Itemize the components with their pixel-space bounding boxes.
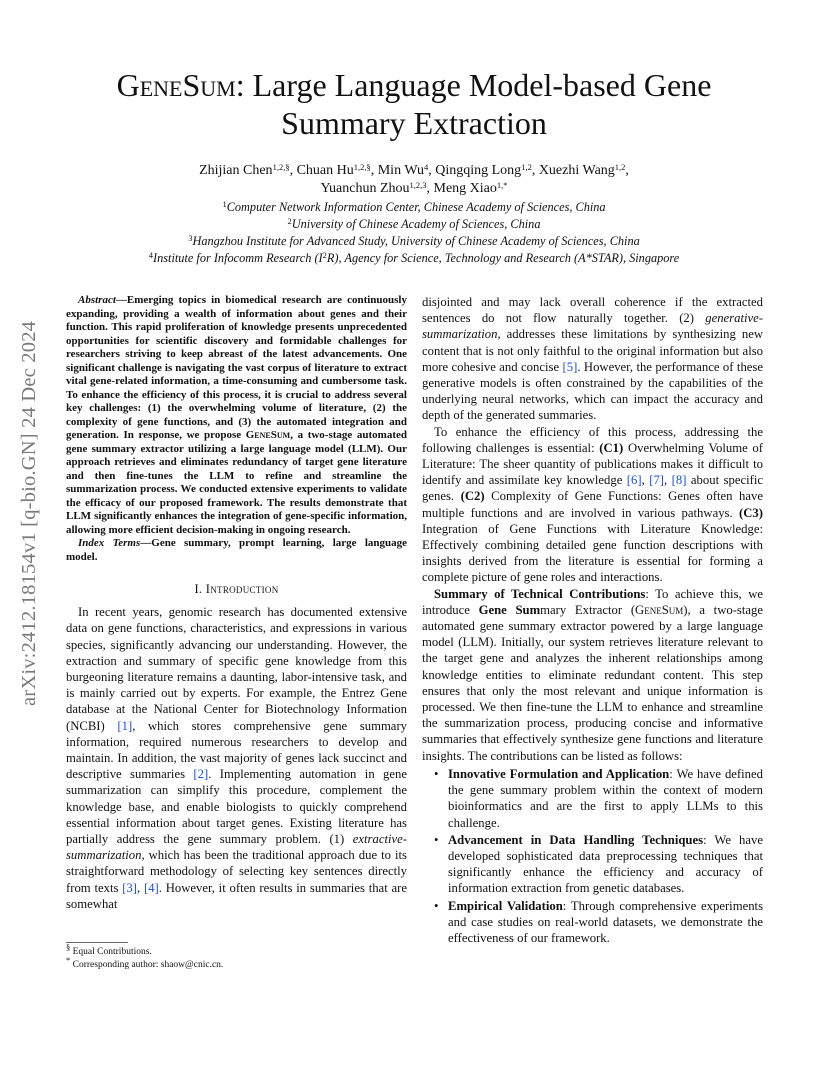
section-heading-introduction: I. Introduction xyxy=(194,582,279,596)
title-name-sum: Sum xyxy=(182,67,236,103)
emphasis-term: extractive-summarization xyxy=(66,832,407,863)
body-text: Complexity of Gene Functions: Genes often have multiple functions and are involved in various pathways. xyxy=(422,489,763,520)
contribution-text: : We have developed sophisticated data preprocessing techniques that significantly enhance the efficiency and accuracy of information extraction from genetic databases. xyxy=(448,832,763,896)
author-line-1: Zhijian Chen$^{1,2,\S}$, Chuan $Hu^{1,2,\S}$, Min Wu$^4$, Qingqing Long$^{1,2}$, Xuezhi Wang$^{1,2}$, xyxy=(199,162,629,178)
footnote-text: Equal Contributions. xyxy=(72,947,152,957)
title-line2: Summary Extraction xyxy=(281,105,547,141)
body-text: about specific genes. xyxy=(422,473,764,504)
body-text: To enhance the efficiency of this process, addressing the following challenges is essential: xyxy=(422,424,763,455)
footnote-mark: * xyxy=(66,954,71,965)
abstract xyxy=(66,294,407,537)
author-affil-sup: 1,2,3 xyxy=(409,180,427,190)
contribution-list xyxy=(422,766,763,946)
affiliation xyxy=(80,199,748,216)
citation-link[interactable]: [4] xyxy=(143,880,159,895)
body-text: Integration of Gene Functions with Literature Knowledge: Effectively combining detailed gene function descriptions with insights derived from the literature is essential for forming a complete picture of gene roles and interactions. xyxy=(422,521,763,585)
emphasis-term: generative-summarization xyxy=(422,311,763,342)
abstract-method-name: GeneSum xyxy=(245,429,291,441)
author-list xyxy=(80,162,748,198)
author-name: Yuanchun Zhou xyxy=(320,181,410,196)
author-affil-sup: 1,2,§ xyxy=(272,162,290,172)
affil-text: Institute for Infocomm Research (I xyxy=(153,251,323,265)
body-text: , xyxy=(664,473,672,488)
affil-text: Computer Network Information Center, Chinese Academy of Sciences, China xyxy=(226,200,606,214)
body-text: . However, the performance of these generative models is often constrained by the capabilities of the underlying neural networks, which can impact the accuracy and depth of the generated summaries. xyxy=(422,359,763,423)
footnotes xyxy=(66,942,407,971)
challenge-label: (C1) xyxy=(599,440,624,455)
affil-text: Hangzhou Institute for Advanced Study, University of Chinese Academy of Sciences, China xyxy=(192,234,640,248)
citation-link[interactable]: [2] xyxy=(193,767,209,782)
abstract-text: , a two-stage automated gene summary extractor utilizing a large language model (LLM). Our approach retrieves and eliminates redundancy of target gene literature and then fine-tunes the LLM to refine and streamline the summarization process. We conducted extensive experiments to validate the efficacy of our proposed framework. The results demonstrate that LLM significantly enhances the integration of gene-specific information, allowing more efficient decision-making in ongoing research. xyxy=(66,429,408,536)
affiliation xyxy=(80,250,748,267)
challenge-label: (C2) xyxy=(460,489,485,504)
left-column xyxy=(66,294,407,912)
citation-link[interactable]: [8] xyxy=(671,473,687,488)
body-text: . Implementing automation in gene summarization can simplify this procedure, complement the knowledge base, and enable biologists to quickly comprehend essential information about target genes. Existing literature has partially address the gene summary problem. (1) xyxy=(66,767,407,847)
author-name: Meng Xiao xyxy=(433,181,497,196)
citation-link[interactable]: [6] xyxy=(626,473,642,488)
footnote xyxy=(66,954,407,972)
abstract-text: —Emerging topics in biomedical research are continuously expanding, providing a wealth of information about genes and their function. This rapid proliferation of knowledge presents unprecedented opportunities for scientific discovery and formidable challenges for researchers striving to keep abreast of the latest advancements. One significant challenge is navigating the vast corpus of literature to extract vital gene-related information, a time-consuming and cumbersome task. To enhance the efficiency of this process, it is crucial to address several key challenges: (1) the overwhelming volume of literature, (2) the complexity of gene functions, and (3) the automated integration and generation. In response, we propose xyxy=(66,294,407,441)
citation-link[interactable]: [3] xyxy=(122,880,137,895)
footnote-rule xyxy=(66,942,128,943)
method-name: GeneSum xyxy=(635,602,684,617)
affil-num: 3 xyxy=(188,233,193,243)
body-text: disjointed and may lack overall coherence if the extracted sentences do not flow naturally together. (2) xyxy=(422,295,763,326)
body-text: , which stores comprehensive gene summary information, required numerous researchers to develop and maintain. In addition, the vast majority of genes lack succinct and descriptive summaries xyxy=(66,718,408,782)
bullet-icon: • xyxy=(434,766,439,781)
author-affil-sup: 1,2 xyxy=(614,162,626,172)
citation-link[interactable]: [1] xyxy=(117,718,133,733)
bold-term: Gene Sum xyxy=(478,602,541,617)
body-text: , addresses these limitations by synthesizing new content that is not only faithful to the original information but also more cohesive and concise xyxy=(422,327,763,374)
author-affil-sup: 1,2,§ xyxy=(353,162,371,172)
paper-title xyxy=(60,66,768,142)
affiliation-list xyxy=(80,199,748,267)
body-text: : To achieve this, we introduce xyxy=(422,586,763,617)
body-text: , xyxy=(137,880,144,895)
affil-text: University of Chinese Academy of Sciences, China xyxy=(291,217,541,231)
body-text: Overwhelming Volume of Literature: The sheer quantity of publications makes it difficult to identify and assimilate key knowledge xyxy=(422,440,763,488)
body-paragraph xyxy=(422,586,763,764)
list-item xyxy=(434,832,763,897)
footnote-mark: § xyxy=(66,942,71,952)
citation-link[interactable]: [5] xyxy=(562,359,578,374)
author-name: Chuan Hu xyxy=(296,163,354,178)
list-item xyxy=(434,898,764,947)
right-column xyxy=(422,294,763,947)
intro-paragraph xyxy=(66,604,407,912)
affil-num: 1 xyxy=(222,199,227,209)
author-affil-sup: 4 xyxy=(423,162,429,172)
paragraph-lead: Summary of Technical Contributions xyxy=(434,586,646,601)
author-name: Xuezhi Wang xyxy=(538,163,615,178)
index-terms-text: —Gene summary, prompt learning, large language model. xyxy=(66,537,407,563)
affil-num: 4 xyxy=(148,250,154,260)
contribution-text: : Through comprehensive experiments and case studies on real-world datasets, we demonstrate the effectiveness of our framework. xyxy=(448,898,764,945)
abstract-lead: Abstract xyxy=(78,294,116,306)
index-terms-lead: Index Terms xyxy=(78,537,141,549)
body-paragraph xyxy=(422,424,763,586)
author-name: Min Wu xyxy=(377,163,424,178)
footnote xyxy=(66,942,407,959)
affil-text: R), Agency for Science, Technology and Research (A*STAR), Singapore xyxy=(326,251,680,265)
title-line1-rest: : Large Language Model-based Gene xyxy=(235,67,712,103)
citation-link[interactable]: [7] xyxy=(649,473,665,488)
author-line-2: Yuanchun Zhou$^{1,2,3}$, Meng Xiao$^{1,*}$ xyxy=(320,180,508,196)
footnote-text: Corresponding author: shaow@cnic.cn. xyxy=(72,959,224,970)
contribution-text: : We have defined the gene summary problem within the context of modern bioinformatics and are the first to apply LLMs to this challenge. xyxy=(448,766,763,830)
contribution-title: Innovative Formulation and Application xyxy=(448,766,670,781)
list-item xyxy=(434,766,763,831)
contribution-title: Advancement in Data Handling Techniques xyxy=(448,832,704,847)
body-paragraph xyxy=(422,294,763,424)
index-terms xyxy=(66,537,407,564)
body-text: mary Extractor ( xyxy=(540,602,636,617)
contribution-title: Empirical Validation xyxy=(448,898,563,913)
affiliation xyxy=(80,216,748,233)
author-name: Zhijian Chen xyxy=(199,163,273,178)
arxiv-stamp: arXiv:2412.18154v1 [q-bio.GN] 24 Dec 2024 xyxy=(18,320,40,706)
bullet-icon: • xyxy=(434,832,439,847)
author-affil-sup: 1,2 xyxy=(521,162,532,172)
body-text: , which has been the traditional approach due to its straightforward methodology of selecting key sentences directly from texts xyxy=(66,848,407,895)
bullet-icon: • xyxy=(434,898,439,913)
author-affil-sup: 1,* xyxy=(496,180,508,190)
affil-text-sup: 2 xyxy=(322,250,327,260)
affil-num: 2 xyxy=(287,216,292,226)
body-text: . However, it often results in summaries that are somewhat xyxy=(66,880,407,911)
title-name-gene: Gene xyxy=(116,67,183,103)
challenge-label: (C3) xyxy=(739,505,763,520)
author-name: Qingqing Long xyxy=(435,163,522,178)
body-text: , xyxy=(641,473,650,488)
body-text: In recent years, genomic research has documented extensive data on gene functions, characteristics, and expressions in various species, significantly advancing our understanding. However, the extraction and summary of specific gene knowledge from this burgeoning literature remains a daunting, labor-intensive task, and is mainly carried out by experts. For example, the Entrez Gene database at the National Center for Biotechnology Information (NCBI) xyxy=(66,605,407,733)
body-text: ), a two-stage automated gene summary extractor powered by a large language model (LLM). Initially, our system retrieves literature relevant to the target gene and analyzes the inherent relationships among knowledge entities to eliminate redundant content. This step ensures that only the most relevant and unique information is processed. We then fine-tune the LLM to enhance and streamline the summarization process, producing concise and informative summaries that effectively synthesize gene functions and literature insights. The contributions can be listed as follows: xyxy=(422,602,763,763)
affiliation xyxy=(80,233,748,250)
